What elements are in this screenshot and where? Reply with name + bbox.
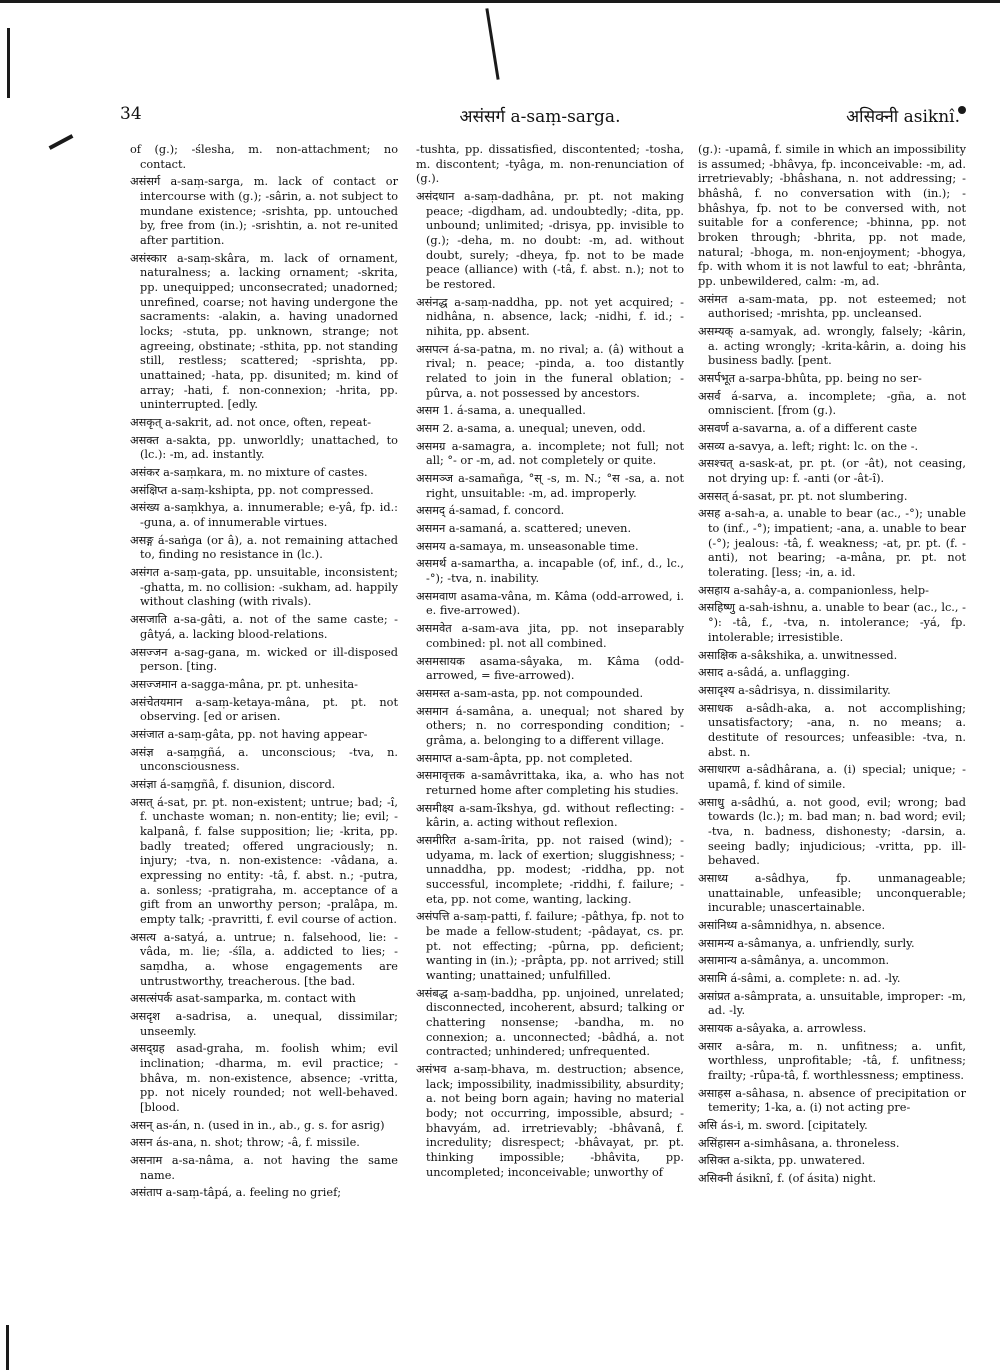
dictionary-entry: असामन्य a-sâmanya, a. unfriendly, surly. bbox=[698, 936, 915, 950]
dictionary-entry: असंकर a-saṃkara, m. no mixture of castes. bbox=[130, 466, 368, 480]
dictionary-entry: असनाम a-sa-nâma, a. not having the same name. bbox=[130, 1154, 398, 1182]
dictionary-entry: असम 2. a-sama, a. unequal; uneven, odd. bbox=[416, 422, 646, 436]
dictionary-entry: असमवाण asama-vâna, m. Kâma (odd-arrowed, i. e. five-arrowed). bbox=[416, 589, 684, 618]
dictionary-entry: असमर्थ a-samartha, a. incapable (of, inf., d., lc., -°); -tva, n. inability. bbox=[416, 557, 684, 586]
dictionary-entry: असांप्रत a-sâmprata, a. unsuitable, improper: -m, ad. -ly. bbox=[698, 989, 966, 1018]
dictionary-entry: असहिष्णु a-sah-ishnu, a. unable to bear (ac., lc., -°): -tâ, f., -tva, n. intolerance; -yá, fp. intolerable; irresistible. bbox=[698, 601, 966, 644]
right-running-headword: असिक्नी asiknî. bbox=[846, 107, 960, 127]
dictionary-entry: असमय a-samaya, m. unseasonable time. bbox=[416, 539, 639, 553]
dictionary-entry: असम्यक् a-samyak, ad. wrongly, falsely; -kârin, a. acting wrongly; -krita-kârin, a. doing his business badly. [pent. bbox=[698, 325, 966, 368]
dictionary-entry: असांनिध्य a-sâmnidhya, n. absence. bbox=[698, 918, 886, 932]
scan-binding-mark-bottom bbox=[6, 1325, 9, 1370]
dictionary-column-right bbox=[698, 143, 966, 1328]
dictionary-entry: असर्व á-sarva, a. incomplete; -gña, a. not omniscient. [from (g.). bbox=[698, 389, 966, 418]
dictionary-entry: असदृश a-sadrisa, a. unequal, dissimilar; unseemly. bbox=[130, 1009, 398, 1038]
dictionary-entry: असादृश्य a-sâdrisya, n. dissimilarity. bbox=[698, 683, 891, 697]
dictionary-entry: असिक्त a-sikta, pp. unwatered. bbox=[698, 1154, 866, 1168]
dictionary-entry: असमीक्ष्य a-sam-îkshya, gd. without reflecting: -kârin, a. acting without reflexion. bbox=[416, 801, 684, 830]
dictionary-entry: असायक a-sâyaka, a. arrowless. bbox=[698, 1021, 867, 1035]
dictionary-entry: असक्त a-sakta, pp. unworldly; unattached, to (lc.): -m, ad. instantly. bbox=[130, 433, 398, 462]
dictionary-entry: असंसर्ग a-saṃ-sarga, m. lack of contact or intercourse with (g.); -sârin, a. not subject to mundane existence; -srishta, pp. untouched by, free from (in.); -srishtin, a. not re-united after partition. bbox=[130, 175, 398, 248]
dictionary-entry: असद्ग्रह asad-graha, m. foolish whim; evil inclination; -dharma, m. evil practice; -bhâva, m. non-existence, absence; -vritta, pp. not nicely rounded; not well-behaved. [blood. bbox=[130, 1042, 398, 1114]
dictionary-entry: असवर्ण a-savarna, a. of a different caste bbox=[698, 422, 918, 436]
dictionary-entry: असार a-sâra, m. n. unfitness; a. unfit, worthless, unprofitable; -tâ, f. unfitness; frailty; -rûpa-tâ, f. worthlessness; emptiness. bbox=[698, 1039, 966, 1082]
dictionary-column-left bbox=[130, 143, 398, 1328]
dictionary-entry: असि ás-i, m. sword. [cipitately. bbox=[698, 1118, 868, 1132]
dictionary-entry: असंजात a-saṃ-gâta, pp. not having appear- bbox=[130, 727, 368, 741]
dictionary-entry: असंदधान a-saṃ-dadhâna, pr. pt. not making peace; -digdham, ad. undoubtedly; -dita, pp. unbound; unlimited; -drisya, pp. invisible to (g.); -deha, m. no doubt: -m, ad. without doubt, surely; -dheya, fp. not to be made peace (alliance) with (-tâ, f. abst. n.); not to be restored. bbox=[416, 190, 684, 292]
dictionary-column-middle bbox=[416, 143, 684, 1328]
dictionary-entry: असाक्षिक a-sâkshika, a. unwitnessed. bbox=[698, 648, 898, 662]
dictionary-entry: असंज्ञा á-saṃgñâ, f. disunion, discord. bbox=[130, 777, 336, 791]
scan-edge-mark bbox=[0, 0, 1000, 3]
dictionary-entry: असमञ्ज a-samañga, °स्‌ -s, m. N.; °स -sa, a. not right, unsuitable: -m, ad. improperly. bbox=[416, 472, 684, 500]
dictionary-entry: असंगत a-saṃ-gata, pp. unsuitable, inconsistent; -ghatta, m. no collision: -sukham, ad. happily without clashing (with rivals). bbox=[130, 566, 398, 609]
scan-dash-mark bbox=[49, 134, 74, 150]
dictionary-entry: असंताप a-saṃ-tâpá, a. feeling no grief; bbox=[130, 1186, 342, 1200]
dictionary-entry: असकृत् a-sakrit, ad. not once, often, repeat- bbox=[130, 416, 372, 430]
dictionary-entry: असंख्य a-saṃkhya, a. innumerable; e-yâ, fp. id.: -guna, a. of innumerable virtues. bbox=[130, 501, 398, 530]
dictionary-entry: असज्जन a-sag-gana, m. wicked or ill-disposed person. [ting. bbox=[130, 645, 398, 674]
dictionary-entry: असंचेतयमान a-saṃ-ketaya-mâna, pt. pt. not observing. [ed or arisen. bbox=[130, 695, 398, 724]
dictionary-entry: असम 1. á-sama, a. unequalled. bbox=[416, 404, 586, 418]
dictionary-entry: असमसायक asama-sâyaka, m. Kâma (odd-arrowed, = five-arrowed). bbox=[416, 654, 684, 683]
dictionary-entry: असिंहासन a-simhâsana, a. throneless. bbox=[698, 1136, 900, 1150]
page-number: 34 bbox=[120, 104, 142, 124]
dictionary-entry: असन् as-án, n. (used in in., ab., g. s. for asrig) bbox=[130, 1118, 385, 1132]
dictionary-entry: असत् á-sat, pr. pt. non-existent; untrue; bad; -î, f. unchaste woman; n. non-entity; lie; evil; -kalpanâ, f. false supposition; lie; -krita, pp. badly treated; offered ungraciously; n. injury; -tva, n. non-existence: -vâdana, a. expressing no entity: -tâ, f. abst. n.; -putra, a. sonless; -pratigraha, m. acceptance of a gift from an unworthy person; -pralâpa, m. empty talk; -pravritti, f. evil course of action. bbox=[130, 795, 398, 926]
dictionary-entry: असंज्ञ a-saṃgñá, a. unconscious; -tva, n. unconsciousness. bbox=[130, 745, 398, 774]
dictionary-entry: असंभव a-saṃ-bhava, m. destruction; absence, lack; impossibility, inadmissibility, absurdity; a. not being born again; having no material body; not occurring, impossible, absurd; -bhavyám, ad. irretrievably; -bhâvanâ, f. incredulity; disrespect; -bhâvayat, pr. pt. thinking impossible; -bhâvita, pp. uncompleted; inconceivable; unworthy of bbox=[416, 1062, 684, 1179]
dictionary-entry: असश्चत् a-sask-at, pr. pt. (or -ât), not ceasing, not drying up: f. -anti (or -ât-î). bbox=[698, 457, 966, 486]
dictionary-entry: असंस्कार a-saṃ-skâra, m. lack of ornament, naturalness; a. lacking ornament; -skrita, pp. unequipped; unconsecrated; unadorned; unrefined, coarse; not having undergone the sacraments: -alakin, a. having unadorned locks; -stuta, pp. unknown, strange; not agreeing, obstinate; -sthita, pp. not standing still, restless; scattered; -sprishta, pp. unattained; -hata, pp. disunited; m. kind of array; -hati, f. non-connexion; -hrita, pp. uninterrupted. [edly. bbox=[130, 251, 398, 412]
dictionary-entry: असमग्र a-samagra, a. incomplete; not full; not all; °- or -m, ad. not completely or quite. bbox=[416, 439, 684, 468]
dictionary-entry: असंनद्ध a-saṃ-naddha, pp. not yet acquired; -nidhâna, n. absence, lack; -nidhi, f. id.; -nihita, pp. absent. bbox=[416, 295, 684, 339]
dictionary-entry: असिक्नी ásiknî, f. (of ásita) night. bbox=[698, 1172, 877, 1185]
dictionary-entry: असाद a-sâdá, a. unflagging. bbox=[698, 666, 850, 680]
left-running-headword: असंसर्ग a-saṃ-sarga. bbox=[459, 107, 621, 127]
dictionary-entry: असमावृत्तक a-samâvrittaka, ika, a. who has not returned home after completing his studies. bbox=[416, 769, 684, 797]
dictionary-entry: असव्य a-savya, a. left; right: lc. on the -. bbox=[698, 439, 919, 453]
dictionary-entry: असमन a-samaná, a. scattered; uneven. bbox=[416, 522, 632, 536]
dictionary-entry: असामान्य a-sâmânya, a. uncommon. bbox=[698, 954, 890, 968]
dictionary-entry: असन ás-ana, n. shot; throw; -â, f. missile. bbox=[130, 1136, 360, 1150]
scan-stroke-mark bbox=[485, 8, 499, 80]
dictionary-entry: असजाति a-sa-gâti, a. not of the same caste; -gâtyá, a. lacking blood-relations. bbox=[130, 613, 398, 641]
dictionary-entry: असह a-sah-a, a. unable to bear (ac., -°); unable to (inf., -°); impatient; -ana, a. unable to bear (-°); jealous: -tâ, f. weakness; -at, pr. pt. (f. -anti), not bearing; -a-mâna, pr. pt. not tolerating. [less; -in, a. id. bbox=[698, 507, 966, 580]
dictionary-entry: असाधारण a-sâdhârana, a. (i) special; unique; -upamâ, f. kind of simile. bbox=[698, 763, 966, 791]
dictionary-entry: of (g.); -ślesha, m. non-attachment; no contact. bbox=[130, 143, 398, 171]
dictionary-entry: असमवेत a-sam-ava jita, pp. not inseparably combined: pl. not all combined. bbox=[416, 622, 684, 650]
dictionary-entry: असमान á-samâna, a. unequal; not shared by others; n. no corresponding condition; -grâma, a. belonging to a different village. bbox=[416, 704, 684, 747]
dictionary-entry: असङ्ग á-saṅga (or â), a. not remaining attached to, finding no resistance in (lc.). bbox=[130, 533, 398, 562]
dictionary-entry: असाध्य a-sâdhya, fp. unmanageable; unattainable, unfeasible; unconquerable; incurable; unascertainable. bbox=[698, 871, 966, 915]
dictionary-entry: असमीरित a-sam-îrita, pp. not raised (wind); -udyama, m. lack of exertion; sluggishness; -unnaddha, pp. modest; -riddha, pp. not successful, incomplete; -riddhi, f. failure; -eta, pp. not come, wanting, lacking. bbox=[416, 833, 684, 906]
dictionary-entry: असमस्त a-sam-asta, pp. not compounded. bbox=[416, 686, 644, 700]
dictionary-entry: असज्जमान a-sagga-mâna, pr. pt. unhesita- bbox=[130, 677, 358, 691]
dictionary-entry: असत्संपर्क asat-samparka, m. contact with bbox=[130, 992, 356, 1006]
dictionary-entry: असमाप्त a-sam-âpta, pp. not completed. bbox=[416, 751, 633, 765]
dictionary-entry: असत्य a-satyá, a. untrue; n. falsehood, lie: -vâda, m. lie; -śîla, a. addicted to lies; -saṃdha, a. whose engagements are untrustworthy, treacherous. [the bad. bbox=[130, 930, 398, 988]
scan-binding-mark bbox=[7, 28, 10, 98]
dictionary-entry: -tushta, pp. dissatisfied, discontented; -tosha, m. discontent; -tyâga, m. non-renunciation of (g.). bbox=[416, 143, 684, 186]
dictionary-entry: असंबद्ध a-saṃ-baddha, pp. unjoined, unrelated; disconnected, incoherent, absurd; talking or chattering nonsense; -bandha, m. no connexion; a. unconnected; -bâdhá, a. not contracted; unhindered; unfrequented. bbox=[416, 986, 684, 1059]
dictionary-entry: असंपत्ति a-saṃ-patti, f. failure; -pâthya, fp. not to be made a fellow-student; -pâdayat, cs. pr. pt. not effecting; -pûrna, pp. deficient; wanting in (in.); -prâpta, pp. not arrived; still wanting; unattained; unfulfilled. bbox=[416, 910, 684, 982]
dictionary-entry: असपत्न á-sa-patna, m. no rival; a. (â) without a rival; n. peace; -pinda, a. too distantly related to join in the funeral oblation; -pûrva, a. not possessed by ancestors. bbox=[416, 342, 684, 400]
dictionary-entry: अससत् á-sasat, pr. pt. not slumbering. bbox=[698, 489, 908, 503]
dictionary-entry: असामि á-sâmi, a. complete: n. ad. -ly. bbox=[698, 971, 901, 985]
dictionary-entry: असाधक a-sâdh-aka, a. not accomplishing; unsatisfactory; -ana, n. no means; a. destitute of resources; unfeasible: -tva, n. abst. n. bbox=[698, 701, 966, 759]
dictionary-entry: असाहस a-sâhasa, n. absence of precipitation or temerity; 1-ka, a. (i) not acting pre- bbox=[698, 1086, 966, 1115]
dictionary-entry: असर्पभूत a-sarpa-bhûta, pp. being no ser- bbox=[698, 372, 922, 386]
dictionary-entry: (g.): -upamâ, f. simile in which an impossibility is assumed; -bhâvya, fp. inconceivable: -m, ad. irretrievably; -bhâshana, n. not addressing; -bhâshâ, f. no conversation with (in.); -bhâshya, fp. not to be conversed with, not suitable for a conference; -bhinna, pp. not broken through; -bhrita, pp. not made, natural; -bhoga, m. non-enjoyment; -bhogya, fp. with whom it is not lawful to eat; -bhrânta, pp. unbewildered, calm: -m, ad. bbox=[698, 143, 966, 289]
dictionary-entry: असमद् á-samad, f. concord. bbox=[416, 504, 565, 518]
dictionary-entry: असहाय a-sahây-a, a. companionless, help- bbox=[698, 583, 929, 597]
dictionary-entry: असाधु a-sâdhú, a. not good, evil; wrong; bad towards (lc.); m. bad man; n. bad word; evil; -tva, n. badness, dishonesty; -darsin, a. seeing badly; injudicious; -vritta, pp. ill-behaved. bbox=[698, 795, 966, 868]
dictionary-entry: असंक्षिप्त a-saṃ-kshipta, pp. not compressed. bbox=[130, 483, 374, 497]
dictionary-entry: असंमत a-sam-mata, pp. not esteemed; not authorised; -mrishta, pp. uncleansed. bbox=[698, 292, 966, 321]
page-header bbox=[120, 104, 960, 128]
